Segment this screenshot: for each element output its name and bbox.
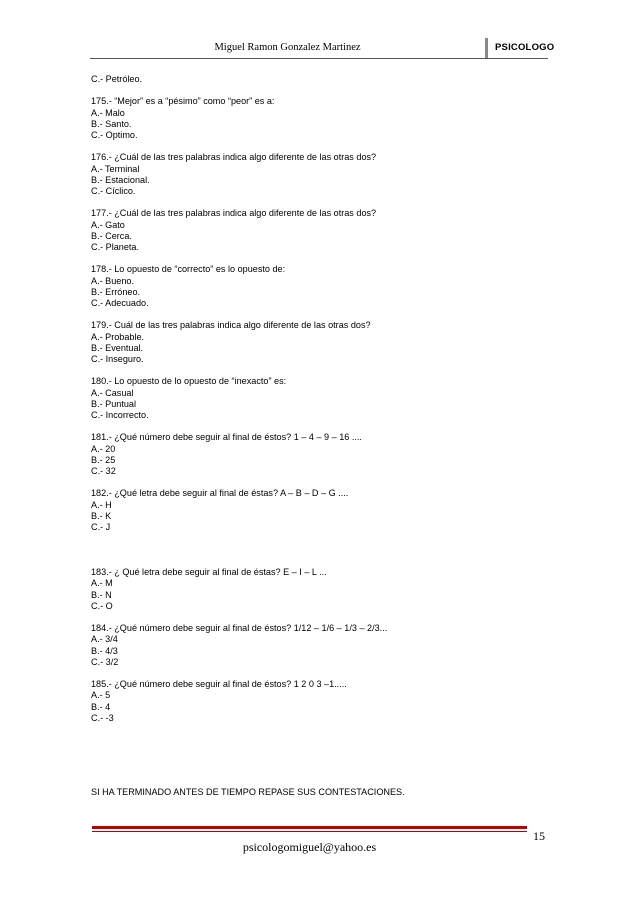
question-178 bbox=[91, 264, 531, 309]
footer-rule-thick bbox=[92, 826, 527, 829]
closing-instruction: SI HA TERMINADO ANTES DE TIEMPO REPASE SUS CONTESTACIONES. bbox=[91, 787, 405, 797]
option-a: A.- Terminal bbox=[91, 163, 140, 174]
questions-content bbox=[91, 74, 531, 735]
option-a: A.- 3/4 bbox=[91, 634, 118, 645]
header-rule bbox=[90, 58, 548, 59]
question-text: 184.- ¿Qué número debe seguir al final de éstos? 1/12 – 1/6 – 1/3 – 2/3... bbox=[91, 623, 388, 634]
question-176 bbox=[91, 152, 531, 197]
intro-block bbox=[91, 74, 531, 85]
question-text: 179.- Cuál de las tres palabras indica algo diferente de las otras dos? bbox=[91, 320, 371, 331]
option-b: B.- K bbox=[91, 510, 112, 521]
question-text: 175.- “Mejor” es a “pésimo” como “peor” es a: bbox=[91, 96, 275, 107]
question-179 bbox=[91, 320, 531, 365]
option-a: A.- Gato bbox=[91, 219, 125, 230]
option-a: A.- 5 bbox=[91, 690, 111, 701]
footer-rule-thin bbox=[92, 831, 527, 832]
option-a: A.- Bueno. bbox=[91, 275, 134, 286]
option-c: C.- Cíclico. bbox=[91, 186, 136, 196]
option-a: A.- Casual bbox=[91, 387, 134, 398]
option-a: A.- H bbox=[91, 499, 112, 510]
option-b: B.- Erróneo. bbox=[91, 286, 141, 297]
intro-line: C.- Petróleo. bbox=[91, 74, 143, 84]
option-c: C.- Planeta. bbox=[91, 242, 140, 252]
question-text: 177.- ¿Cuál de las tres palabras indica algo diferente de las otras dos? bbox=[91, 208, 377, 219]
option-b: B.- N bbox=[91, 589, 112, 600]
question-177 bbox=[91, 208, 531, 253]
option-b: B.- Cerca. bbox=[91, 230, 132, 241]
option-c: C.- Adecuado. bbox=[91, 298, 149, 308]
option-c: C.- J bbox=[91, 522, 111, 532]
question-181 bbox=[91, 432, 531, 477]
question-182 bbox=[91, 488, 531, 533]
question-text: 181.- ¿Qué número debe seguir al final de éstos? 1 – 4 – 9 – 16 .... bbox=[91, 432, 362, 443]
question-text: 183.- ¿ Qué letra debe seguir al final de éstas? E – I – L ... bbox=[91, 567, 327, 578]
option-c: C.- Optimo. bbox=[91, 130, 138, 140]
question-text: 185.- ¿Qué número debe seguir al final de éstos? 1 2 0 3 –1..... bbox=[91, 679, 347, 690]
header-separator bbox=[485, 38, 488, 58]
question-text: 176.- ¿Cuál de las tres palabras indica algo diferente de las otras dos? bbox=[91, 152, 377, 163]
option-c: C.- Inseguro. bbox=[91, 354, 144, 364]
page-number: 15 bbox=[533, 829, 545, 843]
option-a: A.- M bbox=[91, 578, 113, 589]
option-b: B.- Santo. bbox=[91, 118, 132, 129]
option-b: B.- Estacional. bbox=[91, 174, 150, 185]
option-c: C.- -3 bbox=[91, 712, 114, 723]
option-b: B.- Puntual bbox=[91, 398, 136, 409]
question-183 bbox=[91, 567, 531, 612]
question-text: 178.- Lo opuesto de “correcto” es lo opuesto de: bbox=[91, 264, 286, 275]
header-author: Miguel Ramon Gonzalez Martinez bbox=[214, 42, 361, 53]
page-header bbox=[90, 38, 555, 64]
question-175 bbox=[91, 96, 531, 141]
question-184 bbox=[91, 623, 531, 668]
option-c: C.- 3/2 bbox=[91, 656, 119, 667]
option-b: B.- 25 bbox=[91, 454, 116, 465]
question-185 bbox=[91, 679, 531, 724]
question-text: 182.- ¿Qué letra debe seguir al final de éstas? A – B – D – G .... bbox=[91, 488, 349, 499]
footer-email: psicologomiguel@yahoo.es bbox=[242, 840, 377, 854]
option-c: C.- Incorrecto. bbox=[91, 410, 149, 420]
option-a: A.- 20 bbox=[91, 443, 116, 454]
option-b: B.- 4 bbox=[91, 701, 111, 712]
option-a: A.- Probable. bbox=[91, 331, 145, 342]
option-a: A.- Malo bbox=[91, 107, 125, 118]
option-c: C.- O bbox=[91, 600, 113, 611]
question-text: 180.- Lo opuesto de lo opuesto de “inexacto” es: bbox=[91, 376, 287, 387]
header-role: PSICOLOGO bbox=[495, 42, 555, 53]
option-b: B.- Eventual. bbox=[91, 342, 144, 353]
option-c: C.- 32 bbox=[91, 466, 116, 476]
question-180 bbox=[91, 376, 531, 421]
option-b: B.- 4/3 bbox=[91, 645, 118, 656]
